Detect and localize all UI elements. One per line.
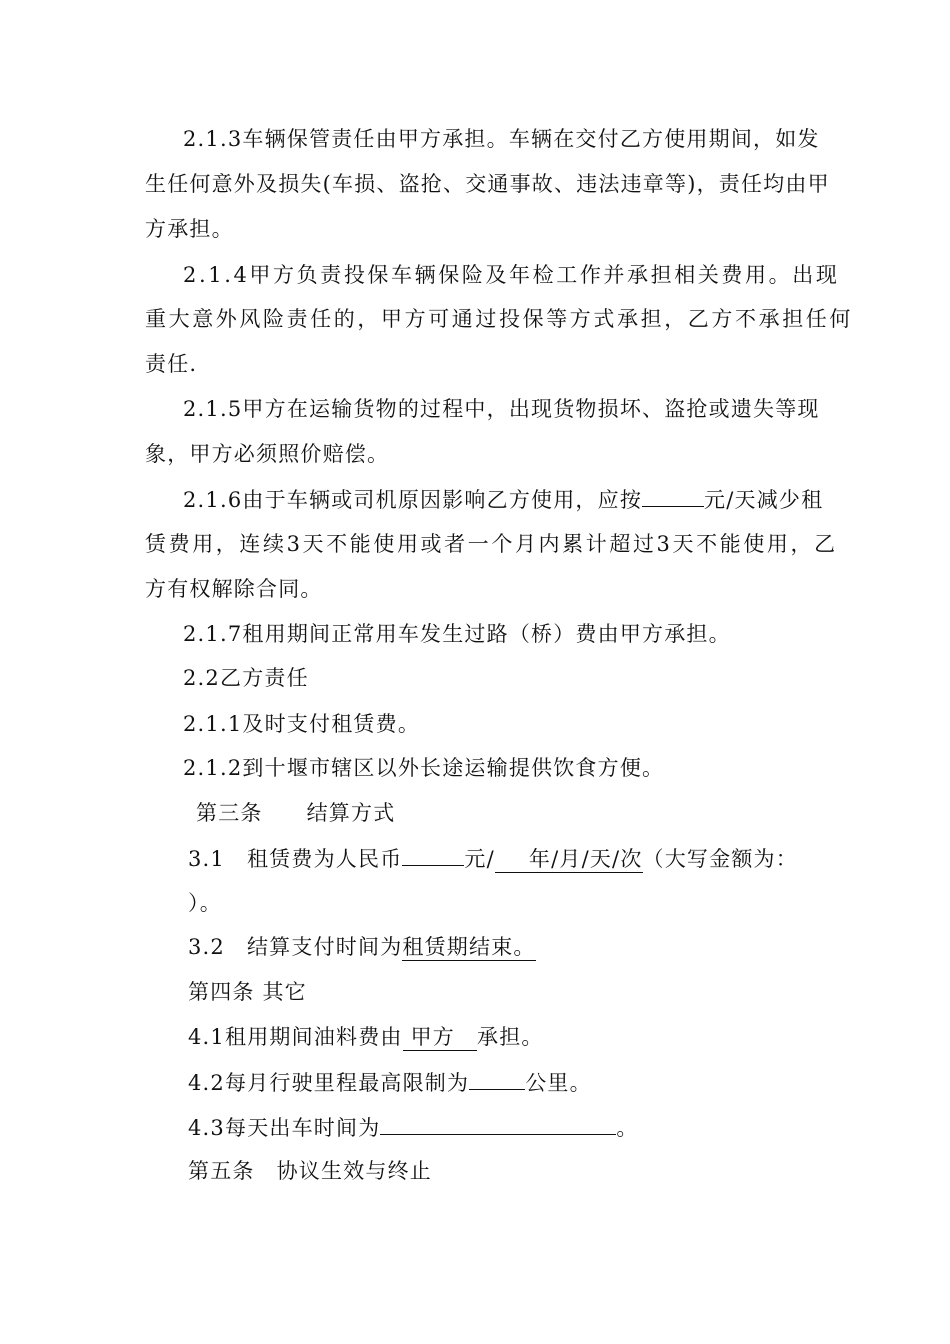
clause-3-1-unit: 元/	[464, 847, 495, 871]
mileage-limit-blank	[469, 1067, 525, 1090]
clause-3-1-line-1	[188, 843, 798, 874]
rental-amount-blank	[402, 843, 464, 866]
article-5-number: 第五条	[188, 1159, 255, 1183]
rental-period-options: 年/月/天/次	[495, 847, 643, 873]
clause-4-1-text-after: 承担。	[477, 1025, 544, 1049]
clause-2-1-5-line-1: 2.1.5甲方在运输货物的过程中，出现货物损坏、盗抢或遗失等现	[183, 397, 820, 421]
clause-2-1-6-line-3: 方有权解除合同。	[145, 577, 323, 601]
item-2-1-1: 2.1.1及时支付租赁费。	[183, 712, 421, 736]
clause-2-1-6-line-1	[183, 484, 823, 515]
article-5-title: 协议生效与终止	[276, 1159, 433, 1183]
clause-2-1-3-line-3: 方承担。	[145, 217, 234, 241]
clause-4-2-text-after: 公里。	[525, 1071, 592, 1095]
clause-2-1-6-line-2: 赁费用，连续3天不能使用或者一个月内累计超过3天不能使用，乙	[145, 532, 838, 556]
clause-4-3	[188, 1112, 639, 1143]
clause-3-1-number: 3.1	[188, 847, 225, 871]
article-3-number: 第三条	[196, 801, 263, 825]
clause-2-1-6-text-after: 元/天减少租	[704, 488, 824, 512]
clause-3-2-number: 3.2	[188, 935, 225, 959]
clause-2-1-5-line-2: 象，甲方必须照价赔偿。	[145, 442, 390, 466]
item-2-1-2: 2.1.2到十堰市辖区以外长途运输提供饮食方便。	[183, 756, 665, 780]
clause-3-2	[188, 932, 536, 962]
clause-2-1-4-line-2: 重大意外风险责任的，甲方可通过投保等方式承担，乙方不承担任何	[145, 307, 853, 331]
settlement-time-value: 租赁期结束。	[402, 935, 536, 959]
clause-2-1-3-line-1: 2.1.3车辆保管责任由甲方承担。车辆在交付乙方使用期间，如发	[183, 127, 820, 151]
clause-4-3-text-before: 4.3每天出车时间为	[188, 1116, 381, 1140]
daily-departure-time-blank	[380, 1112, 616, 1135]
clause-3-1-text-after: （大写金额为：	[642, 847, 798, 871]
clause-3-1-line-2: ）。	[188, 891, 222, 915]
clause-2-1-4-line-1: 2.1.4甲方负责投保车辆保险及年检工作并承担相关费用。出现	[183, 263, 840, 287]
article-4-heading: 第四条 其它	[188, 980, 307, 1004]
clause-2-1-4-line-3: 责任.	[145, 352, 198, 376]
clause-4-2	[188, 1067, 592, 1098]
clause-2-1-6-text-before: 2.1.6由于车辆或司机原因影响乙方使用，应按	[183, 488, 643, 512]
fuel-cost-party-value: 甲方	[403, 1025, 477, 1051]
clause-4-1-text-before: 4.1租用期间油料费由	[188, 1025, 403, 1049]
clause-2-1-3-line-2: 生任何意外及损失(车损、盗抢、交通事故、违法违章等)，责任均由甲	[145, 172, 830, 196]
section-2-2-heading: 2.2乙方责任	[183, 666, 309, 690]
clause-4-3-text-after: 。	[616, 1116, 639, 1140]
article-3-title: 结算方式	[306, 801, 396, 825]
clause-4-2-text-before: 4.2每月行驶里程最高限制为	[188, 1071, 470, 1095]
clause-3-1-text-before: 租赁费为人民币	[247, 847, 403, 871]
article-3-heading	[196, 798, 395, 828]
clause-4-1	[188, 1022, 544, 1052]
article-5-heading	[188, 1156, 432, 1186]
clause-2-1-7: 2.1.7租用期间正常用车发生过路（桥）费由甲方承担。	[183, 622, 731, 646]
daily-deduction-blank	[642, 484, 704, 507]
clause-3-2-text-before: 结算支付时间为	[247, 935, 403, 959]
